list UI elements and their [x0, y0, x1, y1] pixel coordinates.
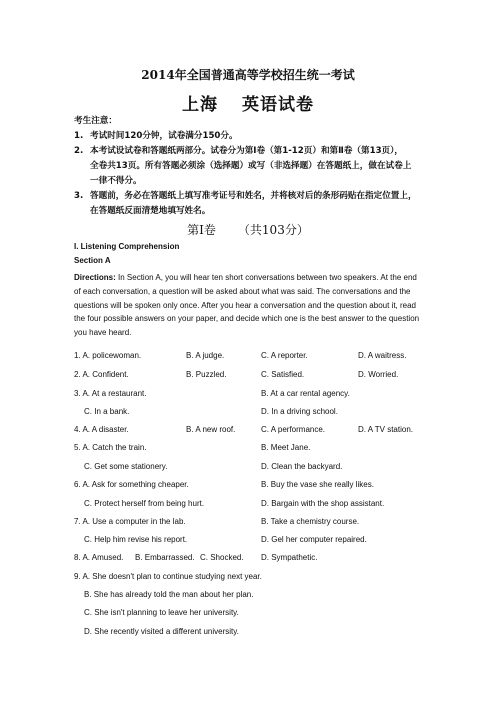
question-row — [74, 606, 424, 620]
question-row — [74, 423, 424, 437]
option-d: D. A TV station. — [358, 425, 413, 434]
exam-city: 上海 — [182, 95, 218, 115]
option-b: B. A new roof. — [186, 425, 236, 434]
note-line: 一律不得分。 — [90, 176, 142, 186]
directions-line: the four possible answers on your paper, and decide which one is the best answer to the question — [74, 314, 420, 324]
question-row — [74, 497, 424, 511]
option-d: D. Gel her computer repaired. — [261, 535, 367, 544]
option-a: 6. A. Ask for something cheaper. — [74, 480, 189, 489]
question-row — [74, 551, 424, 565]
option-a: 5. A. Catch the train. — [74, 443, 147, 452]
question-row — [74, 515, 424, 529]
note-item — [74, 189, 434, 219]
section-heading — [0, 221, 496, 238]
option-b: B. A judge. — [186, 351, 225, 360]
option-b: B. Take a chemistry course. — [261, 517, 360, 526]
option-b: B. Embarrassed. — [135, 553, 195, 562]
option-a: 9. A. She doesn't plan to continue studying next year. — [74, 572, 262, 581]
directions-line: questions will be spoken only once. After you hear a conversation and the question about it, read — [74, 300, 416, 310]
section-points: （共103分） — [237, 223, 309, 237]
note-line: 在答题纸反面清楚地填写姓名。 — [90, 206, 211, 216]
option-a: 1. A. policewoman. — [74, 351, 142, 360]
exam-subject: 英语试卷 — [242, 95, 314, 115]
section-name: 第Ⅰ卷 — [187, 223, 216, 237]
option-d: D. She recently visited a different university. — [84, 627, 239, 636]
question-row — [74, 405, 424, 419]
option-b: B. At a car rental agency. — [261, 389, 350, 398]
option-c: C. A reporter. — [261, 351, 308, 360]
note-line: 答题前，务必在答题纸上填写准考证号和姓名，并将核对后的条形码贴在指定位置上， — [90, 191, 417, 201]
option-c: C. She isn't planning to leave her university. — [84, 608, 239, 617]
exam-title: 2014年全国普通高等学校招生统一考试 — [141, 68, 355, 82]
option-a: 7. A. Use a computer in the lab. — [74, 517, 186, 526]
option-a: 4. A. A disaster. — [74, 425, 129, 434]
option-a: 2. A. Confident. — [74, 370, 129, 379]
part-title: I. Listening Comprehension — [74, 242, 180, 251]
option-c: C. Shocked. — [200, 553, 244, 562]
option-a: 8. A. Amused. — [74, 553, 124, 562]
option-b: B. Buy the vase she really likes. — [261, 480, 374, 489]
question-row — [74, 387, 424, 401]
question-row — [74, 570, 424, 584]
exam-subtitle — [0, 90, 496, 115]
option-d: D. In a driving school. — [261, 407, 338, 416]
option-d: D. Worried. — [358, 370, 399, 379]
question-row — [74, 588, 424, 602]
question-row — [74, 441, 424, 455]
question-row — [74, 478, 424, 492]
subsection-title: Section A — [74, 256, 111, 265]
question-row — [74, 368, 424, 382]
directions-label: Directions: — [74, 273, 116, 282]
notes-heading: 考生注意： — [74, 116, 117, 126]
note-item — [74, 129, 434, 144]
question-row — [74, 533, 424, 547]
option-c: C. In a bank. — [84, 407, 130, 416]
note-number: 3. — [74, 191, 84, 201]
option-c: C. Protect herself from being hurt. — [84, 499, 205, 508]
directions-line: you have heard. — [74, 328, 132, 338]
note-line: 本考试设试卷和答题纸两部分。试卷分为第Ⅰ卷（第1-12页）和第Ⅱ卷（第13页）， — [90, 146, 404, 156]
note-line: 全卷共13页。所有答题必须涂（选择题）或写（非选择题）在答题纸上，做在试卷上 — [90, 161, 412, 171]
question-row — [74, 349, 424, 363]
option-b: B. She has already told the man about her plan. — [84, 590, 254, 599]
option-d: D. Sympathetic. — [261, 553, 318, 562]
option-d: D. Clean the backyard. — [261, 462, 343, 471]
option-c: C. A performance. — [261, 425, 326, 434]
option-a: 3. A. At a restaurant. — [74, 389, 147, 398]
note-number: 2. — [74, 146, 84, 156]
option-b: B. Meet Jane. — [261, 443, 311, 452]
question-row — [74, 460, 424, 474]
option-c: C. Get some stationery. — [84, 462, 168, 471]
directions — [74, 271, 422, 340]
candidate-notes — [74, 114, 434, 219]
directions-line: of each conversation, a question will be asked about what was said. The conversations and the — [74, 286, 411, 296]
note-item — [74, 144, 434, 189]
option-c: C. Satisfied. — [261, 370, 305, 379]
note-line: 考试时间120分钟，试卷满分150分。 — [90, 131, 238, 141]
option-d: D. Bargain with the shop assistant. — [261, 499, 385, 508]
option-b: B. Puzzled. — [186, 370, 227, 379]
directions-line: In Section A, you will hear ten short conversations between two speakers. At the end — [118, 273, 417, 282]
note-number: 1. — [74, 131, 84, 141]
question-row — [74, 625, 424, 639]
option-d: D. A waitress. — [358, 351, 407, 360]
option-c: C. Help him revise his report. — [84, 535, 188, 544]
